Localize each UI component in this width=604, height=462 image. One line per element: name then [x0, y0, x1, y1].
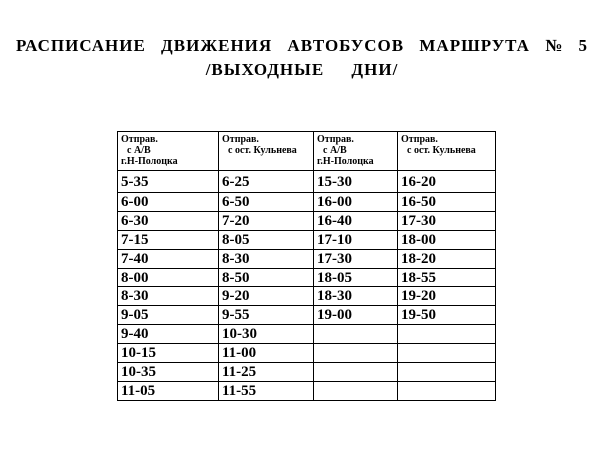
- time-cell: 6-30: [118, 211, 219, 230]
- table-row: [118, 381, 496, 400]
- time-cell: 8-30: [118, 287, 219, 306]
- page-title: РАСПИСАНИЕ ДВИЖЕНИЯ АВТОБУСОВ МАРШРУТА № 5: [15, 36, 589, 55]
- time-cell: 18-00: [398, 230, 496, 249]
- time-cell: 10-15: [118, 344, 219, 363]
- time-cell: 5-35: [118, 171, 219, 193]
- time-cell: [398, 344, 496, 363]
- table-row: [118, 211, 496, 230]
- header-row: [118, 132, 496, 171]
- time-cell: 11-00: [219, 344, 314, 363]
- time-cell: 18-55: [398, 268, 496, 287]
- time-cell: 11-55: [219, 381, 314, 400]
- table-row: [118, 171, 496, 193]
- time-cell: 10-35: [118, 363, 219, 382]
- time-cell: 6-25: [219, 171, 314, 193]
- time-cell: 7-40: [118, 249, 219, 268]
- time-cell: 17-30: [398, 211, 496, 230]
- header-depart-bus-station-1: Отправ. с А/В г.Н-Полоцка: [118, 132, 219, 171]
- time-cell: 8-50: [219, 268, 314, 287]
- time-cell: 18-30: [314, 287, 398, 306]
- table-row: [118, 344, 496, 363]
- time-cell: 19-00: [314, 306, 398, 325]
- table-row: [118, 193, 496, 212]
- time-cell: [314, 344, 398, 363]
- time-cell: 17-10: [314, 230, 398, 249]
- time-cell: 7-20: [219, 211, 314, 230]
- time-cell: 11-05: [118, 381, 219, 400]
- table-row: [118, 268, 496, 287]
- time-cell: 8-05: [219, 230, 314, 249]
- table-row: [118, 306, 496, 325]
- table-row: [118, 287, 496, 306]
- header-depart-kulneva-stop-2: Отправ. с ост. Кульнева: [398, 132, 496, 171]
- page-subtitle: /ВЫХОДНЫЕ ДНИ/: [205, 60, 399, 79]
- time-cell: [398, 381, 496, 400]
- table-row: [118, 325, 496, 344]
- time-cell: 9-20: [219, 287, 314, 306]
- time-cell: 18-20: [398, 249, 496, 268]
- header-depart-kulneva-stop-1: Отправ. с ост. Кульнева: [219, 132, 314, 171]
- time-cell: 16-40: [314, 211, 398, 230]
- time-cell: [314, 363, 398, 382]
- time-cell: 10-30: [219, 325, 314, 344]
- time-cell: 11-25: [219, 363, 314, 382]
- time-cell: 9-05: [118, 306, 219, 325]
- time-cell: 19-20: [398, 287, 496, 306]
- time-cell: [314, 381, 398, 400]
- schedule-table: [117, 131, 496, 401]
- time-cell: 7-15: [118, 230, 219, 249]
- time-cell: 6-00: [118, 193, 219, 212]
- table-row: [118, 230, 496, 249]
- table-row: [118, 249, 496, 268]
- time-cell: [398, 325, 496, 344]
- time-cell: 17-30: [314, 249, 398, 268]
- time-cell: 9-40: [118, 325, 219, 344]
- time-cell: 8-00: [118, 268, 219, 287]
- time-cell: 16-50: [398, 193, 496, 212]
- header-depart-bus-station-2: Отправ. с А/В г.Н-Полоцка: [314, 132, 398, 171]
- time-cell: 18-05: [314, 268, 398, 287]
- time-cell: 16-20: [398, 171, 496, 193]
- time-cell: 8-30: [219, 249, 314, 268]
- time-cell: 16-00: [314, 193, 398, 212]
- time-cell: 9-55: [219, 306, 314, 325]
- time-cell: [398, 363, 496, 382]
- time-cell: 6-50: [219, 193, 314, 212]
- time-cell: [314, 325, 398, 344]
- time-cell: 15-30: [314, 171, 398, 193]
- table-row: [118, 363, 496, 382]
- time-cell: 19-50: [398, 306, 496, 325]
